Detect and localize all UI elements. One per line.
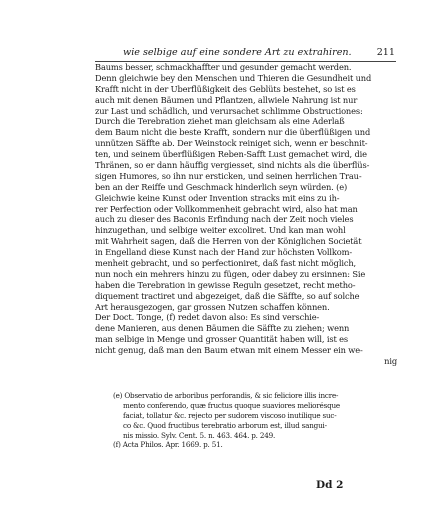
- footnotes: [113, 391, 397, 450]
- text-line: in Engelland diese Kunst nach der Hand zur höchsten Vollkom-: [95, 247, 352, 258]
- text-line: zur Last und schädlich, und verursachet schlimme Obstructiones:: [95, 105, 363, 116]
- text-line: Gleichwie keine Kunst oder Invention stracks mit eins zu ih-: [95, 192, 340, 203]
- text-line: auch mit denen Bäumen und Pflantzen, allwiele Nahrung ist nur: [95, 94, 358, 105]
- text-line: rer Perfection oder Vollkommenheit gebracht wird, also hat man: [95, 203, 358, 214]
- footnote-line: nis missio. Sylv. Cent. 5. n. 463. 464. p. 249.: [123, 430, 276, 440]
- page-number: 211: [376, 47, 395, 58]
- text-line: unnützen Säffte ab. Der Weinstock reiniget sich, wenn er beschnit-: [95, 138, 368, 149]
- running-title: wie selbige auf eine sondere Art zu extrahiren.: [123, 47, 352, 58]
- footnote-line: (f) Acta Philos. Apr. 1669. p. 51.: [113, 440, 223, 450]
- text-line: nicht genug, daß man den Baum etwan mit einem Messer ein we-: [95, 345, 363, 356]
- signature-mark: Dd 2: [316, 479, 344, 491]
- text-line: Durch die Terebration ziehet man gleichsam als eine Aderlaß: [95, 116, 345, 127]
- text-line: Denn gleichwie bey den Menschen und Thieren die Gesundheit und: [95, 72, 372, 83]
- text-line: menheit gebracht, und so perfectioniret, daß fast nicht möglich,: [95, 258, 357, 269]
- text-line: nun noch ein mehrers hinzu zu fügen, oder dabey zu ersinnen: Sie: [95, 268, 366, 279]
- footnote-line: (e) Observatio de arboribus perforandis, & sic feliciore illis incre-: [113, 391, 339, 400]
- body-text: [95, 62, 397, 367]
- text-line: dem Baum nicht die beste Krafft, sondern nur die überflüßigen und: [95, 127, 371, 138]
- text-line: Art herausgezogen, gar grossen Nutzen schaffen können.: [95, 301, 330, 312]
- text-line: Thränen, so er dann häuffig vergiesset, sind nichts als die überflüs-: [95, 160, 370, 171]
- footnote-line: co &c. Quod fructibus terebratio arborum est, illud sangui-: [123, 420, 327, 430]
- text-line: Krafft nicht in der Uberflüßigkeit des Geblüts bestehet, so ist es: [95, 83, 356, 94]
- text-line: auch zu dieser des Baconis Erfindung nach der Zeit noch vieles: [95, 214, 354, 225]
- text-line: ben an der Reiffe und Geschmack hinderlich seyn würden. (e): [95, 181, 348, 192]
- text-line: mit Wahrheit sagen, daß die Herren von der Königlichen Societät: [95, 236, 362, 247]
- text-line: nig: [384, 356, 397, 367]
- footnote-line: mento conferendo, quæ fructus quoque suaviores meliorésque: [123, 400, 340, 410]
- text-line: Baums besser, schmackhaffter und gesunder gemacht werden.: [95, 62, 352, 72]
- text-line: diquement tractiret und abgezeiget, daß die Säffte, so auf solche: [95, 290, 360, 301]
- text-line: haben die Terebration in gewisse Reguln gesetzet, recht metho-: [95, 279, 356, 290]
- page-header: [95, 46, 395, 60]
- text-line: ten, und seinem überflüßigen Reben-Safft Lust gemachet wird, die: [95, 149, 367, 160]
- text-line: Der Doct. Tonge, (f) redet davon also: Es sind verschie-: [95, 312, 320, 323]
- text-line: hinzugethan, und selbige weiter excoliret. Und kan man wohl: [95, 225, 346, 236]
- text-line: dene Manieren, aus denen Bäumen die Säffte zu ziehen; wenn: [95, 323, 350, 334]
- text-line: man selbige in Menge und grosser Quantität haben will, ist es: [95, 334, 349, 345]
- text-line: sigen Humores, so ihn nur ersticken, und seinen herrlichen Trau-: [95, 170, 362, 181]
- footnote-line: faciat, tollatur &c. rejecto per sudorem viscoso inutilique suc-: [123, 410, 337, 420]
